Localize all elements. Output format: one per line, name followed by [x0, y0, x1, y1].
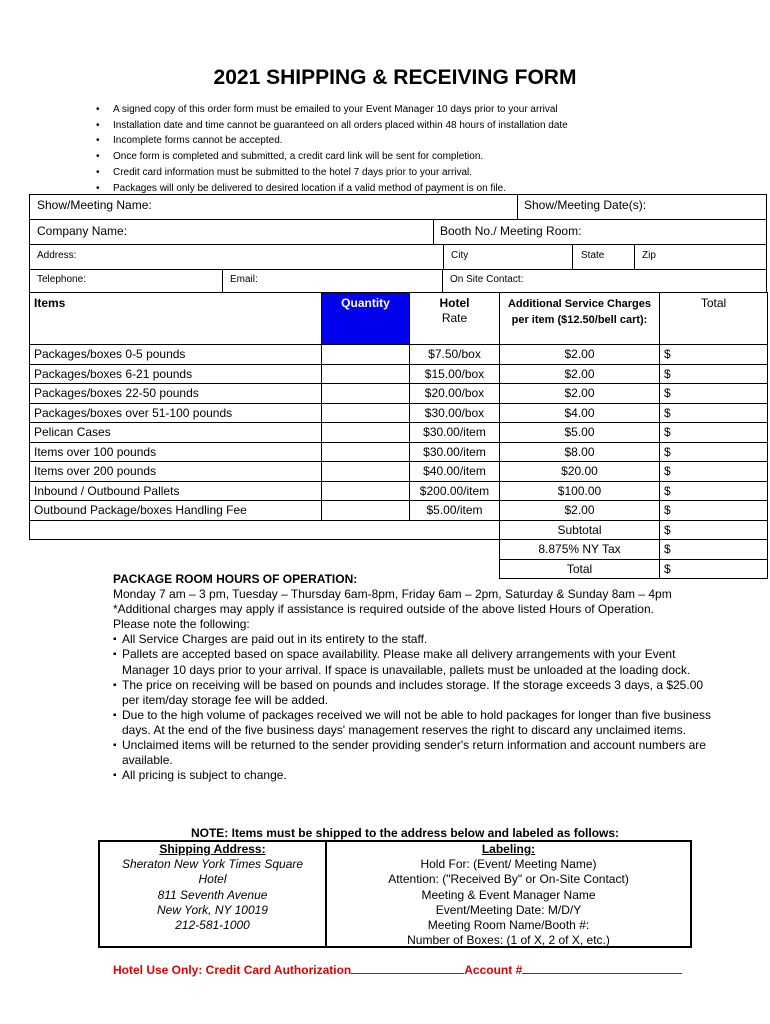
- table-row: [30, 403, 768, 423]
- item-name: Packages/boxes 0-5 pounds: [30, 345, 322, 365]
- policy-item: ▪ All Service Charges are paid out in its entirety to the staff.: [113, 632, 713, 647]
- labeling-line: Meeting & Event Manager Name: [421, 887, 596, 902]
- service-charge: $100.00: [500, 481, 660, 501]
- item-name: Packages/boxes 6-21 pounds: [30, 364, 322, 384]
- row-total-input[interactable]: $: [660, 364, 768, 384]
- row-total-input[interactable]: $: [660, 442, 768, 462]
- service-charge: $8.00: [500, 442, 660, 462]
- account-number-field[interactable]: [522, 963, 682, 974]
- form-title: 2021 SHIPPING & RECEIVING FORM: [213, 66, 577, 89]
- total-header: Total: [660, 293, 768, 345]
- show-dates-label: Show/Meeting Date(s):: [524, 198, 647, 212]
- tax-label: 8.875% NY Tax: [500, 540, 660, 560]
- service-charge: $2.00: [500, 501, 660, 521]
- hotel-rate: $30.00/item: [410, 442, 500, 462]
- labeling-line: Event/Meeting Date: M/D/Y: [435, 902, 582, 917]
- service-charge: $2.00: [500, 345, 660, 365]
- grand-total-input[interactable]: $: [660, 559, 768, 579]
- service-charge: $4.00: [500, 403, 660, 423]
- instruction-item: • Once form is completed and submitted, a credit card link will be sent for completion.: [96, 149, 568, 165]
- hotel-rate: $30.00/item: [410, 423, 500, 443]
- shipping-heading: Shipping Address:: [159, 842, 266, 856]
- policy-item: ▪ Pallets are accepted based on space availability. Please make all delivery arrangements with your Event Manager 10 days prior to your arrival. If space is unavailable, pallets must be unloaded at the loading dock.: [113, 647, 713, 677]
- show-name-field[interactable]: [29, 194, 518, 220]
- item-name: Packages/boxes over 51-100 pounds: [30, 403, 322, 423]
- policy-item: ▪ All pricing is subject to change.: [113, 768, 713, 783]
- quantity-input[interactable]: [322, 423, 410, 443]
- subtotal-input[interactable]: $: [660, 520, 768, 540]
- subtotal-row: [30, 520, 768, 540]
- service-charge: $20.00: [500, 462, 660, 482]
- labeling-instructions: [327, 842, 690, 948]
- table-row: [30, 501, 768, 521]
- item-name: Outbound Package/boxes Handling Fee: [30, 501, 322, 521]
- shipping-line: 811 Seventh Avenue: [157, 887, 268, 902]
- quantity-input[interactable]: [322, 462, 410, 482]
- items-table: [29, 292, 768, 579]
- address-box: [98, 840, 692, 948]
- subtotal-label: Subtotal: [500, 520, 660, 540]
- service-charge: $2.00: [500, 384, 660, 404]
- instruction-item: • Installation date and time cannot be guaranteed on all orders placed within 48 hours of installation date: [96, 118, 568, 134]
- credit-card-auth-label: Hotel Use Only: Credit Card Authorization: [113, 963, 352, 977]
- row-total-input[interactable]: $: [660, 481, 768, 501]
- email-field[interactable]: [222, 269, 443, 293]
- onsite-contact-field[interactable]: [442, 269, 767, 293]
- policy-item: ▪ The price on receiving will be based on pounds and includes storage. If the storage exceeds 3 days, a $25.00 per item/day storage fee will be added.: [113, 678, 713, 708]
- show-name-label: Show/Meeting Name:: [37, 198, 152, 212]
- service-charge: $2.00: [500, 364, 660, 384]
- tax-row: [30, 540, 768, 560]
- onsite-contact-label: On Site Contact:: [450, 274, 524, 285]
- policy-item: ▪ Unclaimed items will be returned to the sender providing sender's return information and account numbers are available.: [113, 738, 713, 768]
- company-name-field[interactable]: [29, 219, 434, 245]
- row-total-input[interactable]: $: [660, 345, 768, 365]
- address-field[interactable]: [29, 244, 444, 270]
- table-row: [30, 423, 768, 443]
- item-name: Pelican Cases: [30, 423, 322, 443]
- hours-additional-charges: *Additional charges may apply if assistance is required outside of the above listed Hours of Operation.: [113, 602, 654, 617]
- labeling-line: Number of Boxes: (1 of X, 2 of X, etc.): [407, 933, 610, 948]
- quantity-input[interactable]: [322, 501, 410, 521]
- quantity-input[interactable]: [322, 442, 410, 462]
- item-name: Inbound / Outbound Pallets: [30, 481, 322, 501]
- city-label: City: [451, 250, 469, 261]
- hotel-rate-header: Hotel Rate: [410, 293, 500, 345]
- row-total-input[interactable]: $: [660, 403, 768, 423]
- hotel-rate: $40.00/item: [410, 462, 500, 482]
- tax-spacer: [30, 540, 500, 560]
- policy-item: ▪ Due to the high volume of packages received we will not be able to hold packages for longer than five business days. At the end of the five business days' management reserves the right to discard any unclaimed items.: [113, 708, 713, 738]
- row-total-input[interactable]: $: [660, 423, 768, 443]
- shipping-line: Sheraton New York Times Square: [121, 857, 304, 872]
- state-field[interactable]: [572, 244, 635, 270]
- zip-field[interactable]: [634, 244, 767, 270]
- quantity-input[interactable]: [322, 384, 410, 404]
- item-name: Items over 100 pounds: [30, 442, 322, 462]
- hotel-rate: $15.00/box: [410, 364, 500, 384]
- service-charge: $5.00: [500, 423, 660, 443]
- booth-label: Booth No./ Meeting Room:: [440, 224, 582, 238]
- table-header-row: [30, 293, 768, 345]
- quantity-input[interactable]: [322, 481, 410, 501]
- hours-note: Please note the following:: [113, 617, 250, 632]
- subtotal-spacer: [30, 520, 500, 540]
- shipping-line: New York, NY 10019: [157, 902, 268, 917]
- hours-schedule: Monday 7 am – 3 pm, Tuesday – Thursday 6am-8pm, Friday 6am – 2pm, Saturday & Sunday 8am – 4pm: [113, 587, 672, 602]
- hotel-use-only: [113, 963, 682, 977]
- quantity-input[interactable]: [322, 345, 410, 365]
- hotel-rate: $7.50/box: [410, 345, 500, 365]
- table-row: [30, 462, 768, 482]
- hotel-rate: $30.00/box: [410, 403, 500, 423]
- instruction-item: • A signed copy of this order form must be emailed to your Event Manager 10 days prior to your arrival: [96, 102, 568, 118]
- city-field[interactable]: [443, 244, 573, 270]
- company-name-label: Company Name:: [37, 224, 128, 238]
- row-total-input[interactable]: $: [660, 501, 768, 521]
- row-total-input[interactable]: $: [660, 462, 768, 482]
- account-label: Account #: [464, 963, 523, 977]
- hotel-rate: $5.00/item: [410, 501, 500, 521]
- labeling-line: Attention: ("Received By" or On-Site Contact): [388, 872, 629, 887]
- telephone-label: Telephone:: [37, 274, 86, 285]
- booth-field[interactable]: [433, 219, 767, 245]
- hotel-rate: $20.00/box: [410, 384, 500, 404]
- table-row: [30, 481, 768, 501]
- shipping-line: 212-581-1000: [175, 918, 250, 933]
- labeling-line: Hold For: (Event/ Meeting Name): [420, 857, 597, 872]
- labeling-heading: Labeling:: [481, 842, 536, 856]
- show-dates-field[interactable]: [517, 194, 767, 220]
- policy-list: [113, 632, 713, 783]
- quantity-header: Quantity: [322, 293, 410, 345]
- quantity-input[interactable]: [322, 364, 410, 384]
- shipping-line: Hotel: [198, 872, 227, 887]
- quantity-input[interactable]: [322, 403, 410, 423]
- instruction-item: • Incomplete forms cannot be accepted.: [96, 133, 568, 149]
- table-row: [30, 384, 768, 404]
- row-total-input[interactable]: $: [660, 384, 768, 404]
- hours-heading: PACKAGE ROOM HOURS OF OPERATION:: [113, 572, 358, 586]
- hotel-rate: $200.00/item: [410, 481, 500, 501]
- labeling-line: Meeting Room Name/Booth #:: [427, 918, 590, 933]
- table-row: [30, 442, 768, 462]
- package-room-hours: [113, 572, 713, 783]
- instruction-item: • Packages will only be delivered to desired location if a valid method of payment is on file.: [96, 181, 568, 197]
- zip-label: Zip: [642, 250, 656, 261]
- table-row: [30, 345, 768, 365]
- state-label: State: [581, 250, 605, 261]
- instructions-list: [96, 102, 568, 196]
- credit-card-auth-field[interactable]: [351, 963, 464, 974]
- tax-input[interactable]: $: [660, 540, 768, 560]
- telephone-field[interactable]: [29, 269, 223, 293]
- shipping-note: NOTE: Items must be shipped to the address below and labeled as follows:: [190, 826, 620, 840]
- item-name: Packages/boxes 22-50 pounds: [30, 384, 322, 404]
- address-label: Address:: [37, 250, 77, 261]
- items-header: Items: [30, 293, 322, 345]
- table-row: [30, 364, 768, 384]
- email-label: Email:: [230, 274, 258, 285]
- instruction-item: • Credit card information must be submitted to the hotel 7 days prior to your arrival.: [96, 165, 568, 181]
- item-name: Items over 200 pounds: [30, 462, 322, 482]
- service-charges-header: Additional Service Charges per item ($12.50/bell cart):: [500, 293, 660, 345]
- total-label: Total: [500, 559, 660, 579]
- shipping-address: [100, 842, 327, 946]
